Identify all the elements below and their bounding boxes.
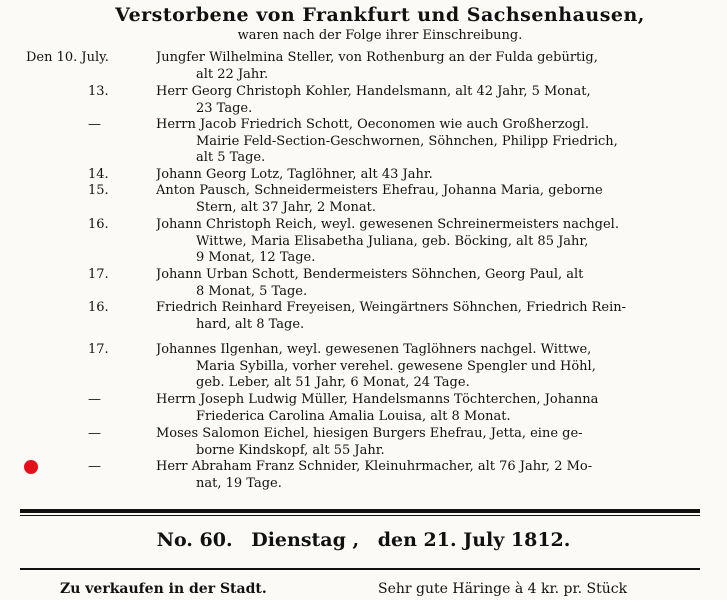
entry-line: Friederica Carolina Amalia Louisa, alt 8 Monat. <box>196 408 511 424</box>
entry-text <box>156 50 678 83</box>
entry-line: Mairie Feld-Section-Geschwornen, Söhnchen, Philipp Friedrich, <box>196 133 618 149</box>
column-heading-left: Zu verkaufen in der Stadt. <box>60 581 267 597</box>
entry-text <box>156 84 678 117</box>
entry-line: Wittwe, Maria Elisabetha Juliana, geb. Böcking, alt 85 Jahr, <box>196 233 589 249</box>
entry-date-label: Den 10. July. <box>26 50 109 65</box>
entry-line: alt 22 Jahr. <box>196 66 269 82</box>
entry-line: Herrn Jacob Friedrich Schott, Oeconomen wie auch Großherzogl. <box>156 117 590 132</box>
entry-line: 8 Monat, 5 Tage. <box>196 283 308 299</box>
entry-date-label: — <box>88 392 101 407</box>
entry-line: Stern, alt 37 Jahr, 2 Monat. <box>196 199 377 215</box>
entry-line: geb. Leber, alt 51 Jahr, 6 Monat, 24 Tage. <box>196 375 470 390</box>
thick-divider <box>20 509 700 513</box>
entry-line: Johann Urban Schott, Bendermeisters Söhnchen, Georg Paul, alt <box>156 267 584 282</box>
entry-line: Moses Salomon Eichel, hiesigen Burgers Ehefrau, Jetta, eine ge- <box>156 426 583 441</box>
entry-date-label: 13. <box>88 84 109 99</box>
entry-line: Jungfer Wilhelmina Steller, von Rothenburg an der Fulda gebürtig, <box>156 50 598 65</box>
entry-date-label: 15. <box>88 183 109 198</box>
entry-text <box>156 267 678 300</box>
issue-number: No. 60. <box>156 529 233 551</box>
lower-divider <box>20 568 700 570</box>
red-marker-dot <box>24 460 38 474</box>
issue-weekday: Dienstag , <box>251 529 360 551</box>
entry-date-label: — <box>88 117 101 132</box>
entry-line: Johannes Ilgenhan, weyl. gewesenen Taglöhners nachgel. Wittwe, <box>156 342 592 357</box>
section-heading: Verstorbene von Frankfurt und Sachsenhausen, <box>115 4 645 26</box>
issue-header <box>0 529 727 551</box>
thin-divider <box>20 515 700 516</box>
entry-text <box>156 392 678 425</box>
entry-line: 23 Tage. <box>196 100 253 116</box>
entry-text <box>156 183 678 216</box>
entry-line: 9 Monat, 12 Tage. <box>196 250 316 265</box>
entry-line: nat, 19 Tage. <box>196 475 282 491</box>
entry-line: borne Kindskopf, alt 55 Jahr. <box>196 442 385 458</box>
entry-text <box>156 459 678 492</box>
section-subheading: waren nach der Folge ihrer Einschreibung. <box>237 28 523 43</box>
entry-date-label: 17. <box>88 267 109 282</box>
entry-date-label: 16. <box>88 217 109 232</box>
entry-line: Herr Abraham Franz Schnider, Kleinuhrmacher, alt 76 Jahr, 2 Mo- <box>156 459 593 474</box>
entry-line: alt 5 Tage. <box>196 150 266 165</box>
entry-line: Maria Sybilla, vorher verehel. gewesene Spengler und Höhl, <box>196 358 596 374</box>
issue-date: den 21. July 1812. <box>377 529 571 551</box>
entry-line: Johann Christoph Reich, weyl. gewesenen Schreinermeisters nachgel. <box>156 217 619 232</box>
entry-line: Johann Georg Lotz, Taglöhner, alt 43 Jahr. <box>156 167 433 182</box>
entry-date-label: — <box>88 426 101 441</box>
entry-date-label: 16. <box>88 300 109 315</box>
entry-text <box>156 300 678 333</box>
entry-line: Friedrich Reinhard Freyeisen, Weingärtners Söhnchen, Friedrich Rein- <box>156 300 627 315</box>
entry-text <box>156 167 678 184</box>
entry-text <box>156 217 678 267</box>
entry-text <box>156 117 678 167</box>
column-heading-right: Sehr gute Häringe à 4 kr. pr. Stück <box>378 581 628 597</box>
entry-date-label: — <box>88 459 101 474</box>
entry-line: Herrn Joseph Ludwig Müller, Handelsmanns Töchterchen, Johanna <box>156 392 599 407</box>
entry-date-label: 14. <box>88 167 109 182</box>
entry-text <box>156 426 678 459</box>
entry-date-label: 17. <box>88 342 109 357</box>
entry-line: Anton Pausch, Schneidermeisters Ehefrau, Johanna Maria, geborne <box>156 183 603 198</box>
entry-text <box>156 342 678 392</box>
entry-line: hard, alt 8 Tage. <box>196 316 305 332</box>
entry-line: Herr Georg Christoph Kohler, Handelsmann, alt 42 Jahr, 5 Monat, <box>156 84 591 99</box>
